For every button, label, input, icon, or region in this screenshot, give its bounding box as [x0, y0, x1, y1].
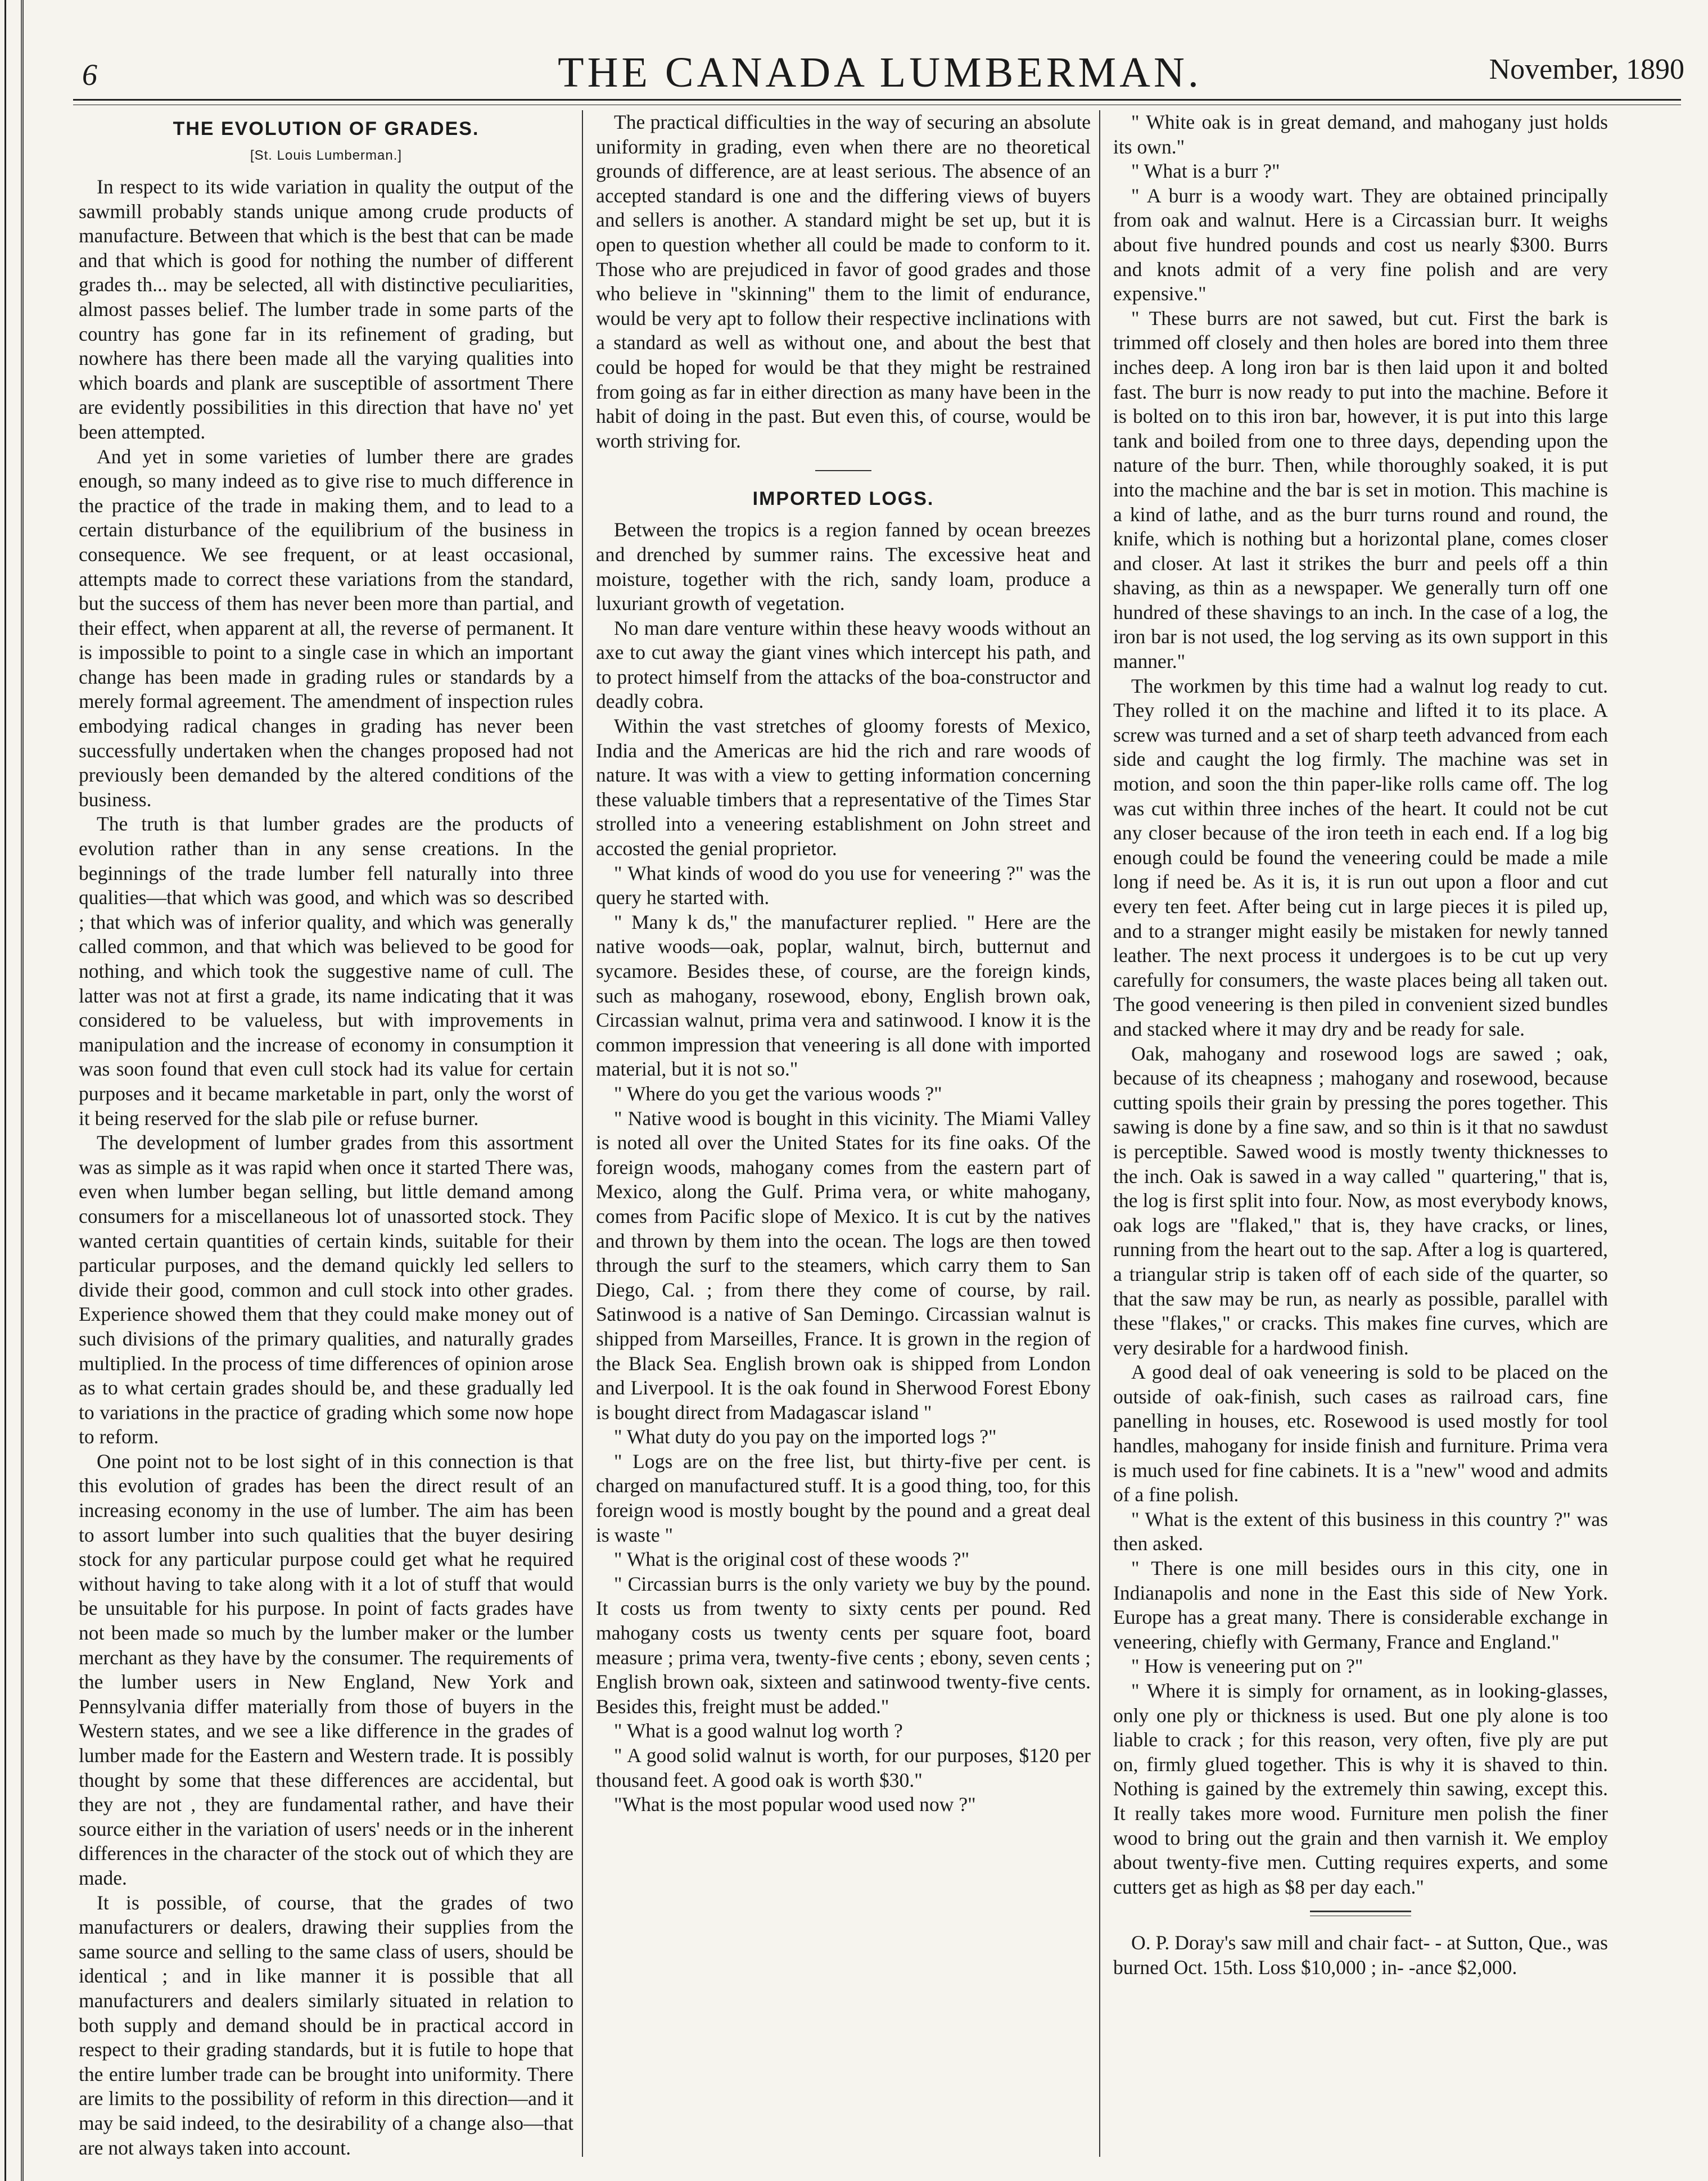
- column-2: [596, 110, 1091, 2162]
- publication-title: THE CANADA LUMBERMAN.: [558, 49, 1202, 96]
- binding-line: [22, 0, 24, 2181]
- column-1: [79, 110, 573, 2162]
- paragraph: " Where do you get the various woods ?": [614, 1082, 942, 1105]
- paragraph: " What is the original cost of these woods ?": [614, 1548, 970, 1571]
- masthead-rule: [73, 99, 1681, 101]
- paragraph: Between the tropics is a region fanned by ocean breezes and drenched by summer rains. The excessive heat and moisture, together with the rich, sandy loam, produce a luxuriant growth of vegetation.: [596, 518, 1091, 615]
- page-number: 6: [82, 58, 97, 92]
- paragraph: And yet in some varieties of lumber there are grades enough, so many indeed as to give rise to much difference in the practice of the trade in making them, and to lead to a certain disturbance of the equilibrium of the business in consequence. We see frequent, or at least occasional, attempts made to correct these variations from the standard, but the success of them has never been more than partial, and their effect, when apparent at all, the reverse of permanent. It is impossible to point to a single case in which an important change has been made in grading rules or standards by a merely formal agreement. The amendment of inspection rules embodying radical changes in grading has never been successfully undertaken when the changes proposed had not previously been demanded by the altered conditions of the business.: [79, 445, 573, 811]
- paragraph: " What is a burr ?": [1131, 160, 1280, 183]
- paragraph: One point not to be lost sight of in this connection is that this evolution of grades has been the direct result of an increasing economy in the use of lumber. The aim has been to assort lumber into such qualities that the buyer desiring stock for any particular purpose could get what he required without having to take along with it a lot of stuff that would be unsuitable for his purpose. In point of facts grades have not been made so much by the lumber maker or the lumber merchant as they have by the consumer. The requirements of the lumber users in New England, New York and Pennsylvania differ materially from those of buyers in the Western states, and we see a like difference in the grades of lumber made for the Eastern and Western trade. It is possibly thought by some that these differences are accidental, but they are not , they are fundamental rather, and have their source either in the variation of users' needs or in the inherent differences in the character of the stock out of which they are made.: [79, 1450, 573, 1889]
- paragraph: "What is the most popular wood used now ?": [614, 1793, 976, 1816]
- column-divider: [1099, 110, 1100, 2157]
- paragraph: The development of lumber grades from this assortment was as simple as it was rapid when once it started There was, even when lumber began selling, but little demand among consumers for a miscellaneous lot of unassorted stock. They wanted certain quantities of certain kinds, suitable for their particular purposes, and the demand quickly led sellers to divide their good, common and cull stock into other grades. Experience showed them that they could make money out of such divisions of the primary qualities, and naturally grades multiplied. In the process of time differences of opinion arose as to what certain grades should be, and these gradually led to variations in the practice of grading which some now hope to reform.: [79, 1131, 573, 1448]
- paragraph: " What kinds of wood do you use for veneering ?" was the query he started with.: [596, 861, 1091, 909]
- paragraph: " What is the extent of this business in this country ?" was then asked.: [1113, 1507, 1608, 1555]
- paragraph: " Many k ds," the manufacturer replied. " Here are the native woods—oak, poplar, walnut, birch, butternut and sycamore. Besides these, of course, are the foreign kinds, such as mahogany, rosewood, ebony, English brown oak, Circassian walnut, prima vera and satinwood. I know it is the common impression that veneering is all done with imported material, but it is not so.": [596, 910, 1091, 1081]
- paragraph: " White oak is in great demand, and mahogany just holds its own.": [1113, 111, 1608, 158]
- section-separator: [815, 470, 871, 471]
- masthead: [73, 46, 1687, 97]
- paragraph: " There is one mill besides ours in this city, one in Indianapolis and none in the East this side of New York. Europe has a great many. There is considerable exchange in veneering, chiefly with Germany, France and England.": [1113, 1557, 1608, 1653]
- paragraph: It is possible, of course, that the grades of two manufacturers or dealers, drawing their supplies from the same source and selling to the same class of users, should be identical ; and in like manner it is possible that all manufacturers and dealers similarly situated in relation to both supply and demand should be in practical accord in respect to their grading standards, but it is futile to hope that the entire lumber trade can be brought into uniformity. There are limits to the possibility of reform in this direction—and it may be said indeed, to the desirability of a change also—that are not always taken into account.: [79, 1891, 573, 2159]
- article-title: IMPORTED LOGS.: [752, 488, 934, 510]
- paragraph: " Where it is simply for ornament, as in looking-glasses, only one ply or thickness is used. But one ply alone is too liable to crack ; for this reason, very often, five ply are put on, firmly glued together. This is why it is shaved to thin. Nothing is gained by the extremely thin sawing, except this. It really takes more wood. Furniture men polish the finer wood to bring out the grain and then varnish it. We employ about twenty-five men. Cutting requires experts, and some cutters get as high as $8 per day each.": [1113, 1679, 1608, 1898]
- article-title: THE EVOLUTION OF GRADES.: [173, 118, 480, 139]
- paragraph: " What is a good walnut log worth ?: [614, 1719, 903, 1742]
- notice-paragraph: O. P. Doray's saw mill and chair fact- - at Sutton, Que., was burned Oct. 15th. Loss $10,000 ; in- -ance $2,000.: [1113, 1931, 1608, 1979]
- paragraph: Within the vast stretches of gloomy forests of Mexico, India and the Americas are hid the rich and rare woods of nature. It was with a view to getting information concerning these valuable timbers that a representative of the Times Star strolled into a veneering establishment on John street and accosted the genial proprietor.: [596, 715, 1091, 860]
- paragraph: " A good solid walnut is worth, for our purposes, $120 per thousand feet. A good oak is worth $30.": [596, 1744, 1091, 1791]
- paragraph: " A burr is a woody wart. They are obtained principally from oak and walnut. Here is a Circassian burr. It weighs about five hundred pounds and cost us nearly $300. Burrs and knots admit of a very fine polish and are very expensive.": [1113, 184, 1608, 305]
- paragraph: " Circassian burrs is the only variety we buy by the pound. It costs us from twenty to sixty cents per pound. Red mahogany costs us twenty cents per square foot, board measure ; prima vera, twenty-five cents ; ebony, seven cents ; English brown oak, sixteen and satinwood twenty-five cents. Besides this, freight must be added.": [596, 1572, 1091, 1718]
- paragraph: " These burrs are not sawed, but cut. First the bark is trimmed off closely and then holes are bored into them three inches deep. A long iron bar is then laid upon it and bolted fast. The burr is now ready to put into the machine. Before it is bolted on to this iron bar, however, it is put into this large tank and boiled from one to three days, depending upon the nature of the burr. Then, while thoroughly soaked, it is put into the machine and the bar is set in motion. This machine is a kind of lathe, and as the burr turns round and round, the knife, which is nothing but a horizontal plane, comes closer and closer. At last it strikes the burr and peels off a thin shaving, as thin as a newspaper. We generally turn off one hundred of these shavings to an inch. In the case of a log, the iron bar is not used, the log serving as its own support in this manner.": [1113, 306, 1608, 673]
- article-source: [St. Louis Lumberman.]: [250, 148, 403, 163]
- paragraph: Oak, mahogany and rosewood logs are sawed ; oak, because of its cheapness ; mahogany and rosewood, because cutting spoils their grain by pressing the pores together. This sawing is done by a fine saw, and so thin is it that no sawdust is perceptible. Sawed wood is mostly twenty thicknesses to the inch. Oak is sawed in a way called " quartering," that is, the log is first split into four. Now, as most everybody knows, oak logs are "flaked," that is, they have cracks, or lines, running from the heart out to the sap. After a log is quartered, a triangular strip is taken off of each side of the quarter, so that the saw may be run, as nearly as possible, parallel with these "flakes," or cracks. This makes fine curves, which are very desirable for a hardwood finish.: [1113, 1042, 1608, 1359]
- paragraph: No man dare venture within these heavy woods without an axe to cut away the giant vines which intercept his path, and to protect himself from the attacks of the boa-constructor and deadly cobra.: [596, 616, 1091, 713]
- paragraph: The truth is that lumber grades are the products of evolution rather than in any sense creations. In the beginnings of the trade lumber fell naturally into three qualities—that which was good, and which was so described ; that which was of inferior quality, and which was generally called common, and that which was believed to be good for nothing, and which took the suggestive name of cull. The latter was not at first a grade, its name indicating that it was considered to be valueless, but with improvements in manipulation and the increase of economy in consumption it was soon found that even cull stock had its value for certain purposes and it became marketable in part, only the worst of it being reserved for the slab pile or refuse burner.: [79, 812, 573, 1130]
- paragraph: " Logs are on the free list, but thirty-five per cent. is charged on manufactured stuff. It is a good thing, too, for this foreign wood is mostly bought by the pound and a great deal is waste ": [596, 1450, 1091, 1546]
- notice-separator: [1310, 1911, 1411, 1916]
- binding-edge: [4, 0, 22, 2181]
- column-divider: [582, 110, 583, 2157]
- column-3: [1113, 110, 1608, 2162]
- issue-date: November, 1890: [1489, 53, 1684, 85]
- paragraph: A good deal of oak veneering is sold to be placed on the outside of oak-finish, such cases as railroad cars, fine panelling in houses, etc. Rosewood is used mostly for tool handles, mahogany for inside finish and furniture. Prima vera is much used for fine cabinets. It is a "new" wood and admits of a fine polish.: [1113, 1361, 1608, 1506]
- paragraph: In respect to its wide variation in quality the output of the sawmill probably stands unique among crude products of manufacture. Between that which is the best that can be made and that which is good for nothing the number of different grades th... may be selected, all with distinctive peculiarities, almost passes belief. The lumber trade in some parts of the country has gone far in its refinement of grading, but nowhere has there been made all the varying qualities into which boards and plank are susceptible of assortment There are evidently possibilities in this direction that have no' yet been attempted.: [79, 175, 573, 443]
- paragraph: " Native wood is bought in this vicinity. The Miami Valley is noted all over the United States for its fine oaks. Of the foreign woods, mahogany comes from the eastern part of Mexico, along the Gulf. Prima vera, or white mahogany, comes from Pacific slope of Mexico. It is cut by the natives and thrown by them into the ocean. The logs are then towed through the surf to the steamers, which carry them to San Diego, Cal. ; from there they come of course, by rail. Satinwood is a native of San Demingo. Circassian walnut is shipped from Marseilles, France. It is grown in the region of the Black Sea. English brown oak is shipped from London and Liverpool. It is the oak found in Sherwood Forest Ebony is bought direct from Madagascar island ": [596, 1107, 1091, 1424]
- paragraph: " What duty do you pay on the imported logs ?": [614, 1425, 997, 1448]
- paragraph: The workmen by this time had a walnut log ready to cut. They rolled it on the machine and lifted it to its place. A screw was turned and a set of sharp teeth advanced from each side and caught the log firmly. The machine was set in motion, and soon the thin paper-like rolls came off. The log was cut within three inches of the heart. It could not be cut any closer because of the iron teeth in each end. If a log big enough could be found the veneering could be made a mile long if need be. As it is, it is run out upon a floor and cut every ten feet. After being cut in large pieces it is piled up, and to a stranger might easily be mistaken for newly tanned leather. The next process it undergoes is to be cut up very carefully for consumers, the waste places being all taken out. The good veneering is then piled in convenient sized bundles and stacked where it may dry and be ready for sale.: [1113, 674, 1608, 1040]
- paragraph: The practical difficulties in the way of securing an absolute uniformity in grading, even when there are no theoretical grounds of difference, are at least serious. The absence of an accepted standard is one and the differing views of buyers and sellers is another. A standard might be set up, but it is open to question whether all could be made to conform to it. Those who are prejudiced in favor of good grades and those who believe in "skinning" them to the limit of endurance, would be very apt to follow their respective inclinations with a standard as well as without one, and about the best that could be hoped for would be that they might be restrained from going as far in either direction as many have been in the habit of doing in the past. But even this, of course, would be worth striving for.: [596, 111, 1091, 452]
- paragraph: " How is veneering put on ?": [1131, 1655, 1363, 1678]
